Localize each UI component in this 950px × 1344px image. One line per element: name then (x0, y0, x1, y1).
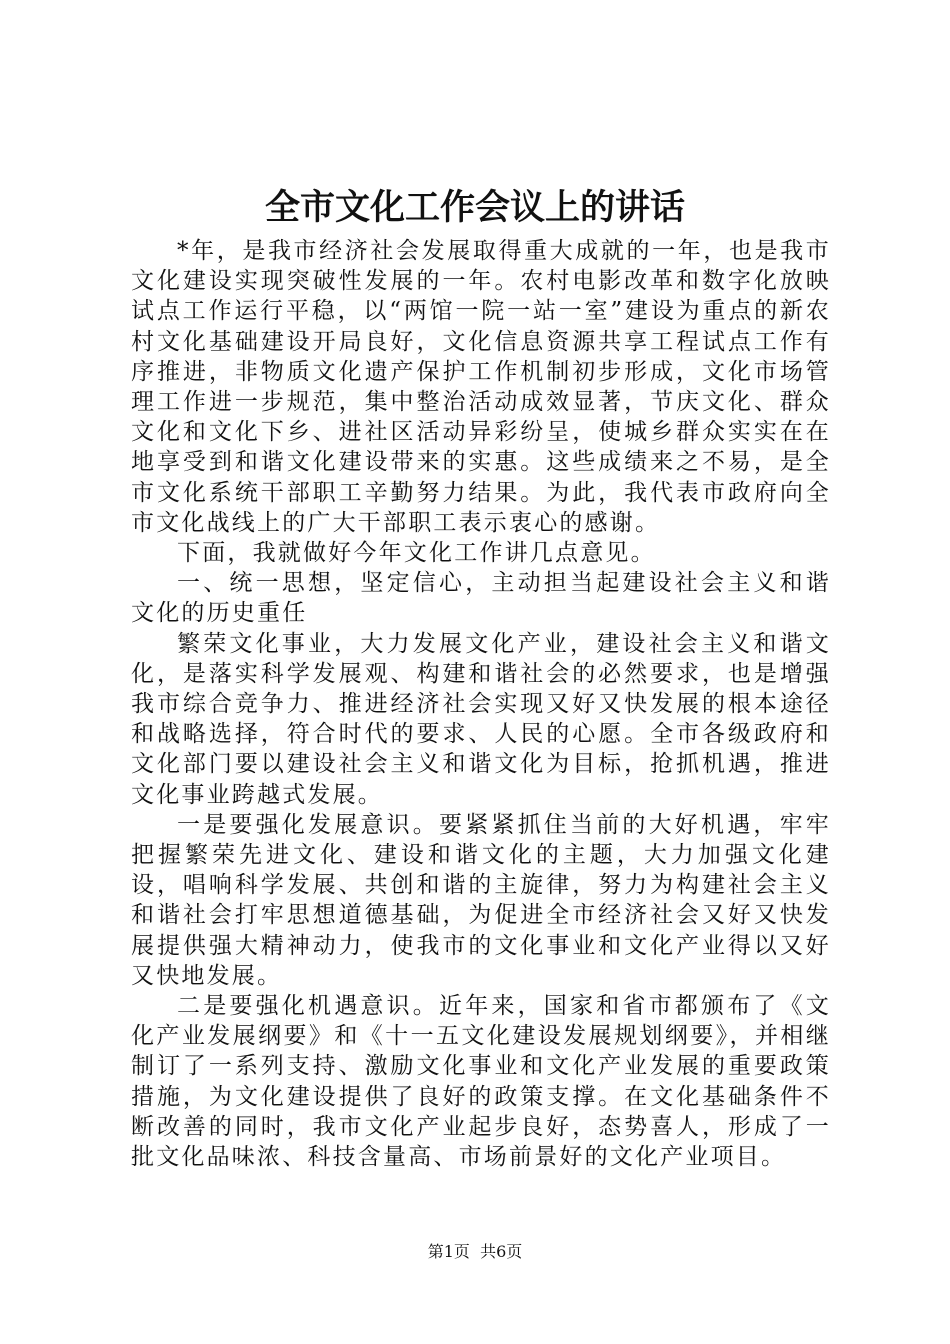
paragraph-opportunity-awareness: 二是要强化机遇意识。近年来，国家和省市都颁布了《文化产业发展纲要》和《十一五文化建设发展规划纲要》，并相继制订了一系列支持、激励文化事业和文化产业发展的重要政策措施，为文化建设提供了良好的政策支撑。在文化基础条件不断改善的同时，我市文化产业起步良好，态势喜人，形成了一批文化品味浓、科技含量高、市场前景好的文化产业项目。 (131, 993, 831, 1171)
paragraph-harmonious-culture: 繁荣文化事业，大力发展文化产业，建设社会主义和谐文化，是落实科学发展观、构建和谐社会的必然要求，也是增强我市综合竞争力、推进经济社会实现又好又快发展的根本途径和战略选择，符合时代的要求、人民的心愿。全市各级政府和文化部门要以建设社会主义和谐文化为目标，抢抓机遇，推进文化事业跨越式发展。 (131, 630, 831, 808)
paragraph-development-awareness: 一是要强化发展意识。要紧紧抓住当前的大好机遇，牢牢把握繁荣先进文化、建设和谐文化的主题，大力加强文化建设，唱响科学发展、共创和谐的主旋律，努力为构建社会主义和谐社会打牢思想道德基础，为促进全市经济社会又好又快发展提供强大精神动力，使我市的文化事业和文化产业得以又好又快地发展。 (131, 811, 831, 989)
page-footer (0, 1241, 950, 1263)
paragraph-opinions-intro: 下面，我就做好今年文化工作讲几点意见。 (177, 540, 656, 567)
page-number: 第1页 (427, 1242, 470, 1261)
page-total: 共6页 (480, 1242, 523, 1261)
section-heading-one: 一、统一思想，坚定信心，主动担当起建设社会主义和谐文化的历史重任 (131, 570, 831, 627)
paragraph-intro: *年，是我市经济社会发展取得重大成就的一年，也是我市文化建设实现突破性发展的一年。农村电影改革和数字化放映试点工作运行平稳，以“两馆一院一站一室”建设为重点的新农村文化基础建设开局良好，文化信息资源共享工程试点工作有序推进，非物质文化遗产保护工作机制初步形成，文化市场管理工作进一步规范，集中整治活动成效显著，节庆文化、群众文化和文化下乡、进社区活动异彩纷呈，使城乡群众实实在在地享受到和谐文化建设带来的实惠。这些成绩来之不易，是全市文化系统干部职工辛勤努力结果。为此，我代表市政府向全市文化战线上的广大干部职工表示衷心的感谢。 (131, 238, 831, 536)
document-body (131, 236, 831, 1172)
document-title: 全市文化工作会议上的讲话 (264, 188, 685, 228)
